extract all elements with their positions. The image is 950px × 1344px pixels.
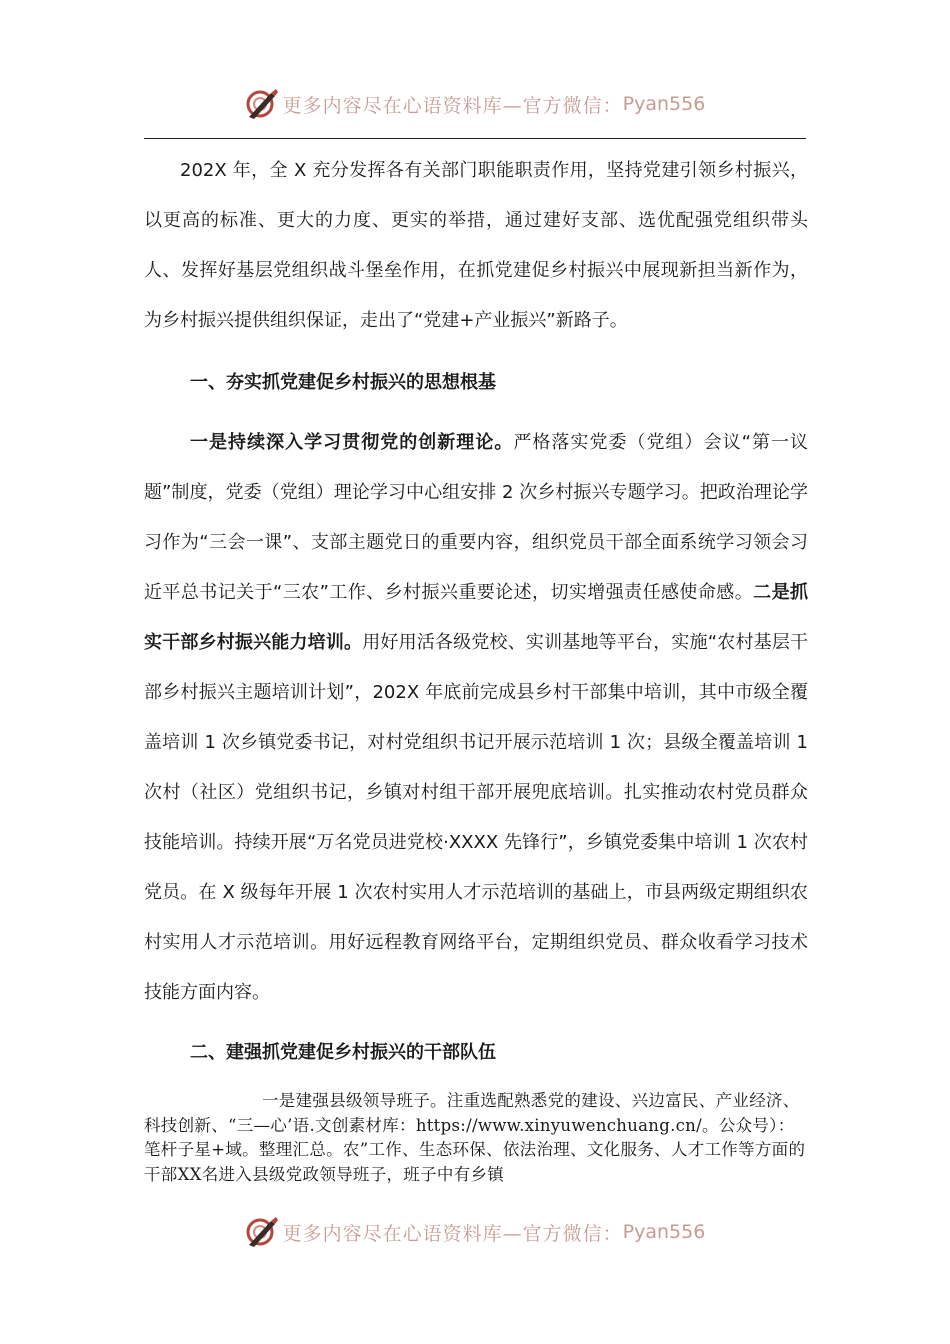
section-2-heading: 二、建强抓党建促乡村振兴的干部队伍 (190, 1042, 496, 1063)
pen-logo-icon (245, 1215, 279, 1249)
footer-banner (0, 1212, 950, 1252)
intro-paragraph: 202X 年，全 X 充分发挥各有关部门职能职责作用，坚持党建引领乡村振兴，以更高的标准、更大的力度、更实的举措，通过建好支部、选优配强党组织带头人、发挥好基层党组织战斗堡垒作用，在抓党建促乡村振兴中展现新担当新作为，为乡村振兴提供组织保证，走出了“党建+产业振兴”新路子。 (144, 160, 808, 331)
lead-point-2: 二是抓实干部乡村振兴能力培训。 (144, 582, 808, 653)
header-banner (0, 84, 950, 124)
wechat-id: Pyan556 (622, 1221, 706, 1243)
banner-text: 更多内容尽在心语资料库—官方微信： (282, 1222, 623, 1245)
section-1-paragraph (144, 418, 808, 1018)
point-2-text: 用好用活各级党校、实训基地等平台，实施“农村基层干部乡村振兴主题培训计划”，202X 年底前完成县乡村干部集中培训，其中市级全覆盖培训 1 次乡镇党委书记，对村党组织书记开展示范培训 1 次；县级全覆盖培训 1 次村（社区）党组织书记，乡镇对村组干部开展兜底培训。扎实推动农村党员群众技能培训。持续开展“万名党员进党校·XXXX 先锋行”，乡镇党委集中培训 1 次农村党员。在 X 级每年开展 1 次农村实用人才示范培训的基础上，市县两级定期组织农村实用人才示范培训。用好远程教育网络平台，定期组织党员、群众收看学习技术技能方面内容。 (144, 632, 809, 1003)
section-1-heading: 一、夯实抓党建促乡村振兴的思想根基 (190, 372, 496, 393)
point-1-text: 严格落实党委（党组）会议“第一议题”制度，党委（党组）理论学习中心组安排 2 次乡村振兴专题学习。把政治理论学习作为“三会一课”、支部主题党日的重要内容，组织党员干部全面系统学习领会习近平总书记关于“三农”工作、乡村振兴重要论述，切实增强责任感使命感。 (144, 432, 808, 603)
section-2-paragraph: 一是建强县级领导班子。注重选配熟悉党的建设、兴边富民、产业经济、科技创新、“三—心’语.文创素材库：https://www.xinyuwenchuang.cn/。公众号）：笔杆子星+域。整理汇总。农”工作、生态环保、依法治理、文化服务、人才工作等方面的干部XX名进入县级党政领导班子，班子中有乡镇 (144, 1091, 806, 1184)
lead-point-1: 一是持续深入学习贯彻党的创新理论。 (190, 432, 514, 453)
header-divider (144, 138, 806, 139)
pen-logo-icon (245, 87, 279, 121)
wechat-id: Pyan556 (622, 93, 706, 115)
banner-text: 更多内容尽在心语资料库—官方微信： (282, 94, 623, 117)
